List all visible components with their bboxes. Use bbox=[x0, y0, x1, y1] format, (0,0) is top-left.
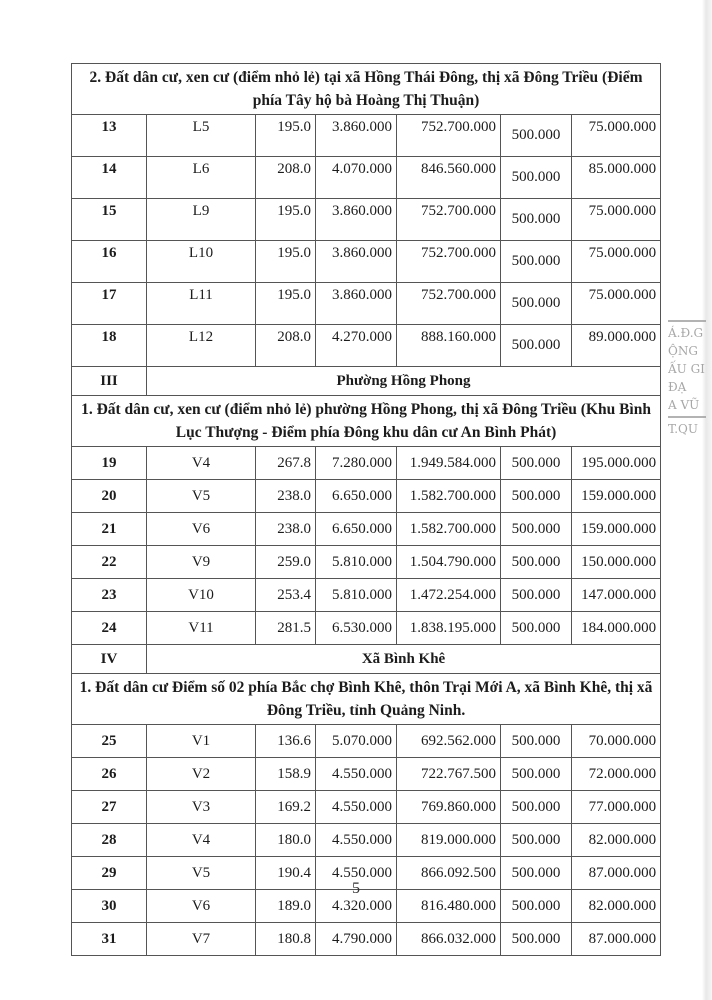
table-row bbox=[72, 923, 661, 956]
application-fee: 500.000 bbox=[501, 890, 572, 923]
total-price: 1.582.700.000 bbox=[397, 513, 501, 546]
stamp-rule bbox=[668, 416, 706, 418]
area-m2: 195.0 bbox=[256, 199, 316, 241]
stamp-text: A VŨ bbox=[668, 398, 700, 412]
deposit-amount: 75.000.000 bbox=[572, 283, 661, 325]
table-row bbox=[72, 115, 661, 157]
unit-price: 4.550.000 bbox=[316, 791, 397, 824]
section-header-binh-khe: 1. Đất dân cư Điểm số 02 phía Bắc chợ Bình Khê, thôn Trại Mới A, xã Bình Khê, thị xã Đông Triều, tỉnh Quảng Ninh. bbox=[72, 674, 661, 725]
application-fee: 500.000 bbox=[501, 480, 572, 513]
application-fee: 500.000 bbox=[501, 857, 572, 890]
deposit-amount: 159.000.000 bbox=[572, 480, 661, 513]
unit-price: 4.070.000 bbox=[316, 157, 397, 199]
application-fee: 500.000 bbox=[501, 725, 572, 758]
application-fee: 500.000 bbox=[501, 513, 572, 546]
application-fee: 500.000 bbox=[501, 157, 572, 199]
area-m2: 195.0 bbox=[256, 241, 316, 283]
area-m2: 208.0 bbox=[256, 157, 316, 199]
application-fee: 500.000 bbox=[501, 612, 572, 645]
unit-price: 4.550.000 bbox=[316, 758, 397, 791]
application-fee: 500.000 bbox=[501, 283, 572, 325]
unit-price: 4.550.000 bbox=[316, 824, 397, 857]
deposit-amount: 75.000.000 bbox=[572, 199, 661, 241]
application-fee: 500.000 bbox=[501, 546, 572, 579]
area-m2: 208.0 bbox=[256, 325, 316, 367]
stamp-text: ĐẠ bbox=[668, 380, 687, 394]
table-row bbox=[72, 241, 661, 283]
lot-code: L9 bbox=[147, 199, 256, 241]
row-number: 20 bbox=[72, 480, 147, 513]
deposit-amount: 82.000.000 bbox=[572, 824, 661, 857]
section-header-row bbox=[72, 64, 661, 115]
application-fee: 500.000 bbox=[501, 447, 572, 480]
table-row bbox=[72, 612, 661, 645]
table-row bbox=[72, 157, 661, 199]
row-number: 24 bbox=[72, 612, 147, 645]
area-m2: 195.0 bbox=[256, 115, 316, 157]
table-row bbox=[72, 725, 661, 758]
deposit-amount: 82.000.000 bbox=[572, 890, 661, 923]
row-number: 13 bbox=[72, 115, 147, 157]
lot-code: L11 bbox=[147, 283, 256, 325]
total-price: 752.700.000 bbox=[397, 115, 501, 157]
total-price: 692.562.000 bbox=[397, 725, 501, 758]
deposit-amount: 184.000.000 bbox=[572, 612, 661, 645]
row-number: 15 bbox=[72, 199, 147, 241]
ward-row bbox=[72, 645, 661, 674]
area-m2: 253.4 bbox=[256, 579, 316, 612]
unit-price: 4.550.000 bbox=[316, 857, 397, 890]
deposit-amount: 87.000.000 bbox=[572, 923, 661, 956]
table-row bbox=[72, 447, 661, 480]
row-number: 27 bbox=[72, 791, 147, 824]
table-row bbox=[72, 758, 661, 791]
table-row bbox=[72, 546, 661, 579]
total-price: 1.582.700.000 bbox=[397, 480, 501, 513]
total-price: 1.949.584.000 bbox=[397, 447, 501, 480]
section-header-hong-phong: 1. Đất dân cư, xen cư (điểm nhỏ lẻ) phường Hồng Phong, thị xã Đông Triều (Khu Bình Lục Thượng - Điểm phía Đông khu dân cư An Bình Phát) bbox=[72, 396, 661, 447]
table-body bbox=[72, 64, 661, 956]
row-number: 19 bbox=[72, 447, 147, 480]
deposit-amount: 70.000.000 bbox=[572, 725, 661, 758]
lot-code: V11 bbox=[147, 612, 256, 645]
stamp-text: ẤU GI bbox=[668, 362, 705, 376]
area-m2: 190.4 bbox=[256, 857, 316, 890]
deposit-amount: 89.000.000 bbox=[572, 325, 661, 367]
land-auction-table bbox=[71, 63, 661, 956]
total-price: 722.767.500 bbox=[397, 758, 501, 791]
ward-number: III bbox=[72, 367, 147, 396]
table-row bbox=[72, 824, 661, 857]
deposit-amount: 75.000.000 bbox=[572, 241, 661, 283]
deposit-amount: 75.000.000 bbox=[572, 115, 661, 157]
lot-code: V9 bbox=[147, 546, 256, 579]
row-number: 25 bbox=[72, 725, 147, 758]
table-row bbox=[72, 480, 661, 513]
row-number: 31 bbox=[72, 923, 147, 956]
deposit-amount: 85.000.000 bbox=[572, 157, 661, 199]
deposit-amount: 150.000.000 bbox=[572, 546, 661, 579]
deposit-amount: 147.000.000 bbox=[572, 579, 661, 612]
area-m2: 238.0 bbox=[256, 480, 316, 513]
application-fee: 500.000 bbox=[501, 579, 572, 612]
ward-name: Phường Hồng Phong bbox=[147, 367, 661, 396]
unit-price: 3.860.000 bbox=[316, 283, 397, 325]
application-fee: 500.000 bbox=[501, 791, 572, 824]
application-fee: 500.000 bbox=[501, 758, 572, 791]
unit-price: 4.320.000 bbox=[316, 890, 397, 923]
stamp-text: T.QU bbox=[668, 422, 699, 436]
total-price: 888.160.000 bbox=[397, 325, 501, 367]
area-m2: 238.0 bbox=[256, 513, 316, 546]
table-row bbox=[72, 791, 661, 824]
row-number: 16 bbox=[72, 241, 147, 283]
row-number: 14 bbox=[72, 157, 147, 199]
total-price: 752.700.000 bbox=[397, 199, 501, 241]
application-fee: 500.000 bbox=[501, 199, 572, 241]
lot-code: V5 bbox=[147, 480, 256, 513]
deposit-amount: 72.000.000 bbox=[572, 758, 661, 791]
stamp-rule bbox=[668, 320, 706, 322]
lot-code: L12 bbox=[147, 325, 256, 367]
table-row bbox=[72, 579, 661, 612]
unit-price: 6.650.000 bbox=[316, 513, 397, 546]
unit-price: 4.270.000 bbox=[316, 325, 397, 367]
unit-price: 5.810.000 bbox=[316, 579, 397, 612]
application-fee: 500.000 bbox=[501, 923, 572, 956]
area-m2: 136.6 bbox=[256, 725, 316, 758]
area-m2: 195.0 bbox=[256, 283, 316, 325]
lot-code: L5 bbox=[147, 115, 256, 157]
lot-code: V4 bbox=[147, 447, 256, 480]
stamp-text: Á.Đ.G bbox=[668, 326, 704, 340]
page-number: 5 bbox=[352, 880, 360, 897]
deposit-amount: 195.000.000 bbox=[572, 447, 661, 480]
total-price: 752.700.000 bbox=[397, 283, 501, 325]
total-price: 819.000.000 bbox=[397, 824, 501, 857]
application-fee: 500.000 bbox=[501, 824, 572, 857]
official-stamp-fragment bbox=[668, 318, 708, 438]
total-price: 1.472.254.000 bbox=[397, 579, 501, 612]
lot-code: V1 bbox=[147, 725, 256, 758]
lot-code: V5 bbox=[147, 857, 256, 890]
row-number: 23 bbox=[72, 579, 147, 612]
area-m2: 189.0 bbox=[256, 890, 316, 923]
table-row bbox=[72, 513, 661, 546]
total-price: 752.700.000 bbox=[397, 241, 501, 283]
application-fee: 500.000 bbox=[501, 241, 572, 283]
total-price: 846.560.000 bbox=[397, 157, 501, 199]
unit-price: 4.790.000 bbox=[316, 923, 397, 956]
unit-price: 5.810.000 bbox=[316, 546, 397, 579]
lot-code: V3 bbox=[147, 791, 256, 824]
deposit-amount: 87.000.000 bbox=[572, 857, 661, 890]
area-m2: 180.8 bbox=[256, 923, 316, 956]
ward-row bbox=[72, 367, 661, 396]
unit-price: 3.860.000 bbox=[316, 199, 397, 241]
lot-code: V6 bbox=[147, 890, 256, 923]
total-price: 1.838.195.000 bbox=[397, 612, 501, 645]
total-price: 866.032.000 bbox=[397, 923, 501, 956]
application-fee: 500.000 bbox=[501, 325, 572, 367]
unit-price: 6.650.000 bbox=[316, 480, 397, 513]
area-m2: 281.5 bbox=[256, 612, 316, 645]
total-price: 769.860.000 bbox=[397, 791, 501, 824]
table-row bbox=[72, 283, 661, 325]
table-row bbox=[72, 199, 661, 241]
section-header-hong-thai-dong: 2. Đất dân cư, xen cư (điểm nhỏ lẻ) tại xã Hồng Thái Đông, thị xã Đông Triều (Điểm phía Tây hộ bà Hoàng Thị Thuận) bbox=[72, 64, 661, 115]
row-number: 26 bbox=[72, 758, 147, 791]
lot-code: V10 bbox=[147, 579, 256, 612]
section-header-row bbox=[72, 396, 661, 447]
ward-number: IV bbox=[72, 645, 147, 674]
row-number: 18 bbox=[72, 325, 147, 367]
section-header-row bbox=[72, 674, 661, 725]
total-price: 866.092.500 bbox=[397, 857, 501, 890]
row-number: 29 bbox=[72, 857, 147, 890]
table-row bbox=[72, 325, 661, 367]
row-number: 22 bbox=[72, 546, 147, 579]
area-m2: 169.2 bbox=[256, 791, 316, 824]
lot-code: V2 bbox=[147, 758, 256, 791]
lot-code: V4 bbox=[147, 824, 256, 857]
unit-price: 5.070.000 bbox=[316, 725, 397, 758]
total-price: 816.480.000 bbox=[397, 890, 501, 923]
area-m2: 259.0 bbox=[256, 546, 316, 579]
stamp-text: ỘNG bbox=[668, 344, 698, 358]
area-m2: 180.0 bbox=[256, 824, 316, 857]
unit-price: 3.860.000 bbox=[316, 115, 397, 157]
deposit-amount: 159.000.000 bbox=[572, 513, 661, 546]
lot-code: L6 bbox=[147, 157, 256, 199]
lot-code: V6 bbox=[147, 513, 256, 546]
lot-code: V7 bbox=[147, 923, 256, 956]
ward-name: Xã Bình Khê bbox=[147, 645, 661, 674]
unit-price: 7.280.000 bbox=[316, 447, 397, 480]
row-number: 28 bbox=[72, 824, 147, 857]
total-price: 1.504.790.000 bbox=[397, 546, 501, 579]
area-m2: 267.8 bbox=[256, 447, 316, 480]
deposit-amount: 77.000.000 bbox=[572, 791, 661, 824]
unit-price: 6.530.000 bbox=[316, 612, 397, 645]
application-fee: 500.000 bbox=[501, 115, 572, 157]
row-number: 17 bbox=[72, 283, 147, 325]
area-m2: 158.9 bbox=[256, 758, 316, 791]
unit-price: 3.860.000 bbox=[316, 241, 397, 283]
page-edge-shadow bbox=[702, 0, 712, 1000]
row-number: 30 bbox=[72, 890, 147, 923]
row-number: 21 bbox=[72, 513, 147, 546]
lot-code: L10 bbox=[147, 241, 256, 283]
